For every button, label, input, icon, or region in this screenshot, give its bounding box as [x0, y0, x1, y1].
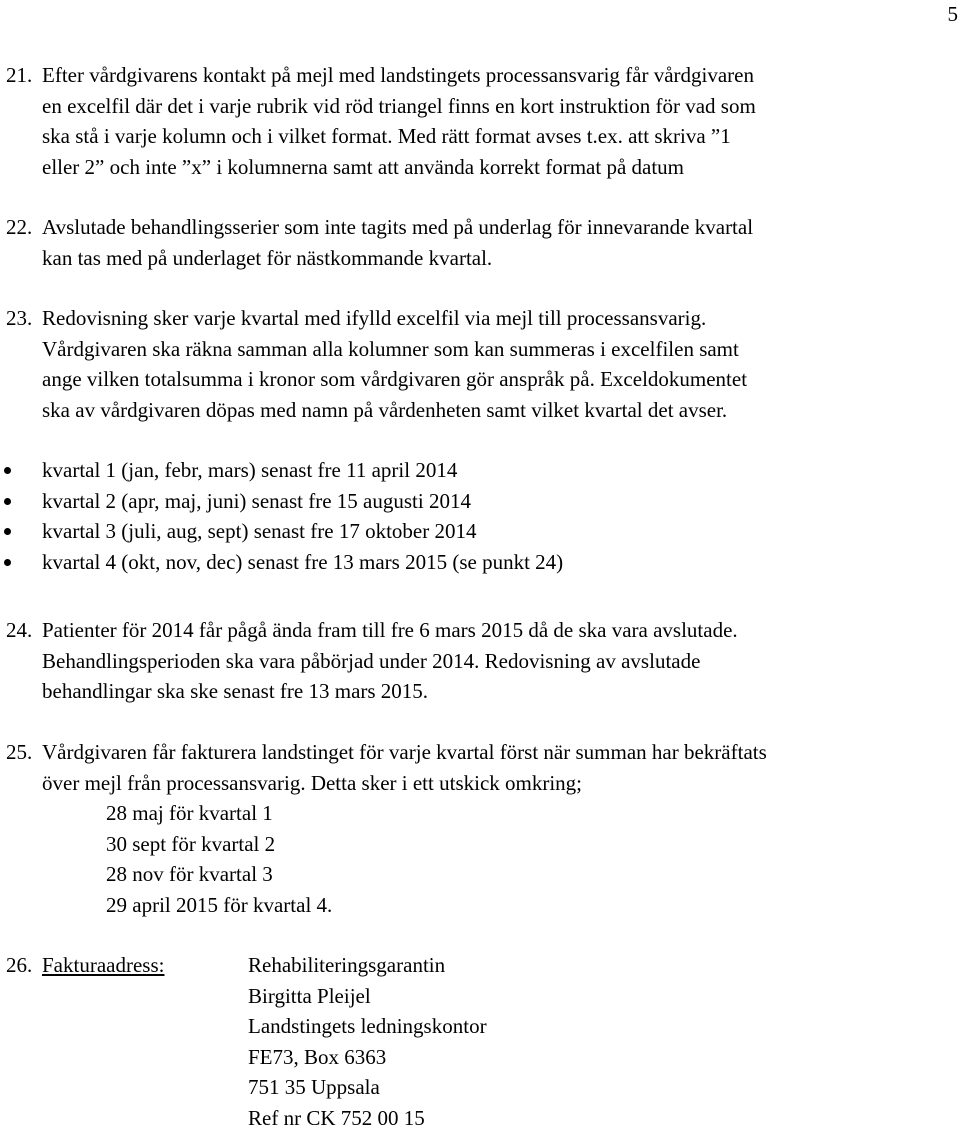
invoice-address-label: Fakturaadress:: [42, 950, 164, 981]
address-line: Birgitta Pleijel: [248, 981, 487, 1012]
list-item-text: kvartal 1 (jan, febr, mars) senast fre 11 april 2014: [42, 455, 457, 486]
text-line: ska stå i varje kolumn och i vilket format. Med rätt format avses t.ex. att skriva ”1: [42, 121, 954, 152]
text-line: Avslutade behandlingsserier som inte tagits med på underlag för innevarande kvartal: [42, 212, 954, 243]
item-text: [42, 737, 954, 920]
item-23: [6, 303, 954, 425]
item-21: [6, 60, 954, 182]
text-line: över mejl från processansvarig. Detta sker i ett utskick omkring;: [42, 768, 954, 799]
text-line: eller 2” och inte ”x” i kolumnerna samt att använda korrekt format på datum: [42, 152, 954, 183]
list-item: [0, 516, 960, 547]
item-text: [42, 303, 954, 425]
item-text: [42, 60, 954, 182]
text-line: Patienter för 2014 får pågå ända fram till fre 6 mars 2015 då de ska vara avslutade.: [42, 615, 954, 646]
text-line: kan tas med på underlaget för nästkommande kvartal.: [42, 243, 954, 274]
list-item-text: kvartal 4 (okt, nov, dec) senast fre 13 mars 2015 (se punkt 24): [42, 547, 563, 578]
text-line: Redovisning sker varje kvartal med ifylld excelfil via mejl till processansvarig.: [42, 303, 954, 334]
page-number: 5: [948, 0, 959, 28]
schedule-line: 28 nov för kvartal 3: [106, 859, 954, 890]
list-item: [0, 486, 960, 517]
text-line: ska av vårdgivaren döpas med namn på vårdenheten samt vilket kvartal det avser.: [42, 395, 954, 426]
bullet-icon: [4, 467, 11, 474]
item-22: [6, 212, 954, 273]
address-line: Landstingets ledningskontor: [248, 1011, 487, 1042]
list-item-text: kvartal 2 (apr, maj, juni) senast fre 15 augusti 2014: [42, 486, 471, 517]
quarter-deadline-list: [0, 455, 960, 577]
address-line: Rehabiliteringsgarantin: [248, 950, 487, 981]
schedule-line: 28 maj för kvartal 1: [106, 798, 954, 829]
schedule-line: 29 april 2015 för kvartal 4.: [106, 890, 954, 921]
invoice-address-block: [248, 950, 487, 1133]
item-24: [6, 615, 954, 707]
list-item: [0, 547, 960, 578]
bullet-icon: [4, 498, 11, 505]
item-number: 24.: [6, 615, 32, 646]
schedule-line: 30 sept för kvartal 2: [106, 829, 954, 860]
item-number: 26.: [6, 950, 32, 981]
address-line: Ref nr CK 752 00 15: [248, 1103, 487, 1133]
address-line: 751 35 Uppsala: [248, 1072, 487, 1103]
text-line: Vårdgivaren får fakturera landstinget för varje kvartal först när summan har bekräftats: [42, 737, 954, 768]
item-text: [42, 212, 954, 273]
item-number: 25.: [6, 737, 32, 768]
text-line: Efter vårdgivarens kontakt på mejl med landstingets processansvarig får vårdgivaren: [42, 60, 954, 91]
address-line: FE73, Box 6363: [248, 1042, 487, 1073]
list-item: [0, 455, 960, 486]
item-25: [6, 737, 954, 920]
item-26-invoice-address: [6, 950, 954, 1125]
item-text: [42, 615, 954, 707]
text-line: ange vilken totalsumma i kronor som vårdgivaren gör anspråk på. Exceldokumentet: [42, 364, 954, 395]
text-line: en excelfil där det i varje rubrik vid röd triangel finns en kort instruktion för vad som: [42, 91, 954, 122]
text-line: behandlingar ska ske senast fre 13 mars 2015.: [42, 676, 954, 707]
bullet-icon: [4, 528, 11, 535]
text-line: Vårdgivaren ska räkna samman alla kolumner som kan summeras i excelfilen samt: [42, 334, 954, 365]
item-number: 22.: [6, 212, 32, 243]
item-number: 23.: [6, 303, 32, 334]
text-line: Behandlingsperioden ska vara påbörjad under 2014. Redovisning av avslutade: [42, 646, 954, 677]
list-item-text: kvartal 3 (juli, aug, sept) senast fre 17 oktober 2014: [42, 516, 476, 547]
bullet-icon: [4, 559, 11, 566]
item-number: 21.: [6, 60, 32, 91]
